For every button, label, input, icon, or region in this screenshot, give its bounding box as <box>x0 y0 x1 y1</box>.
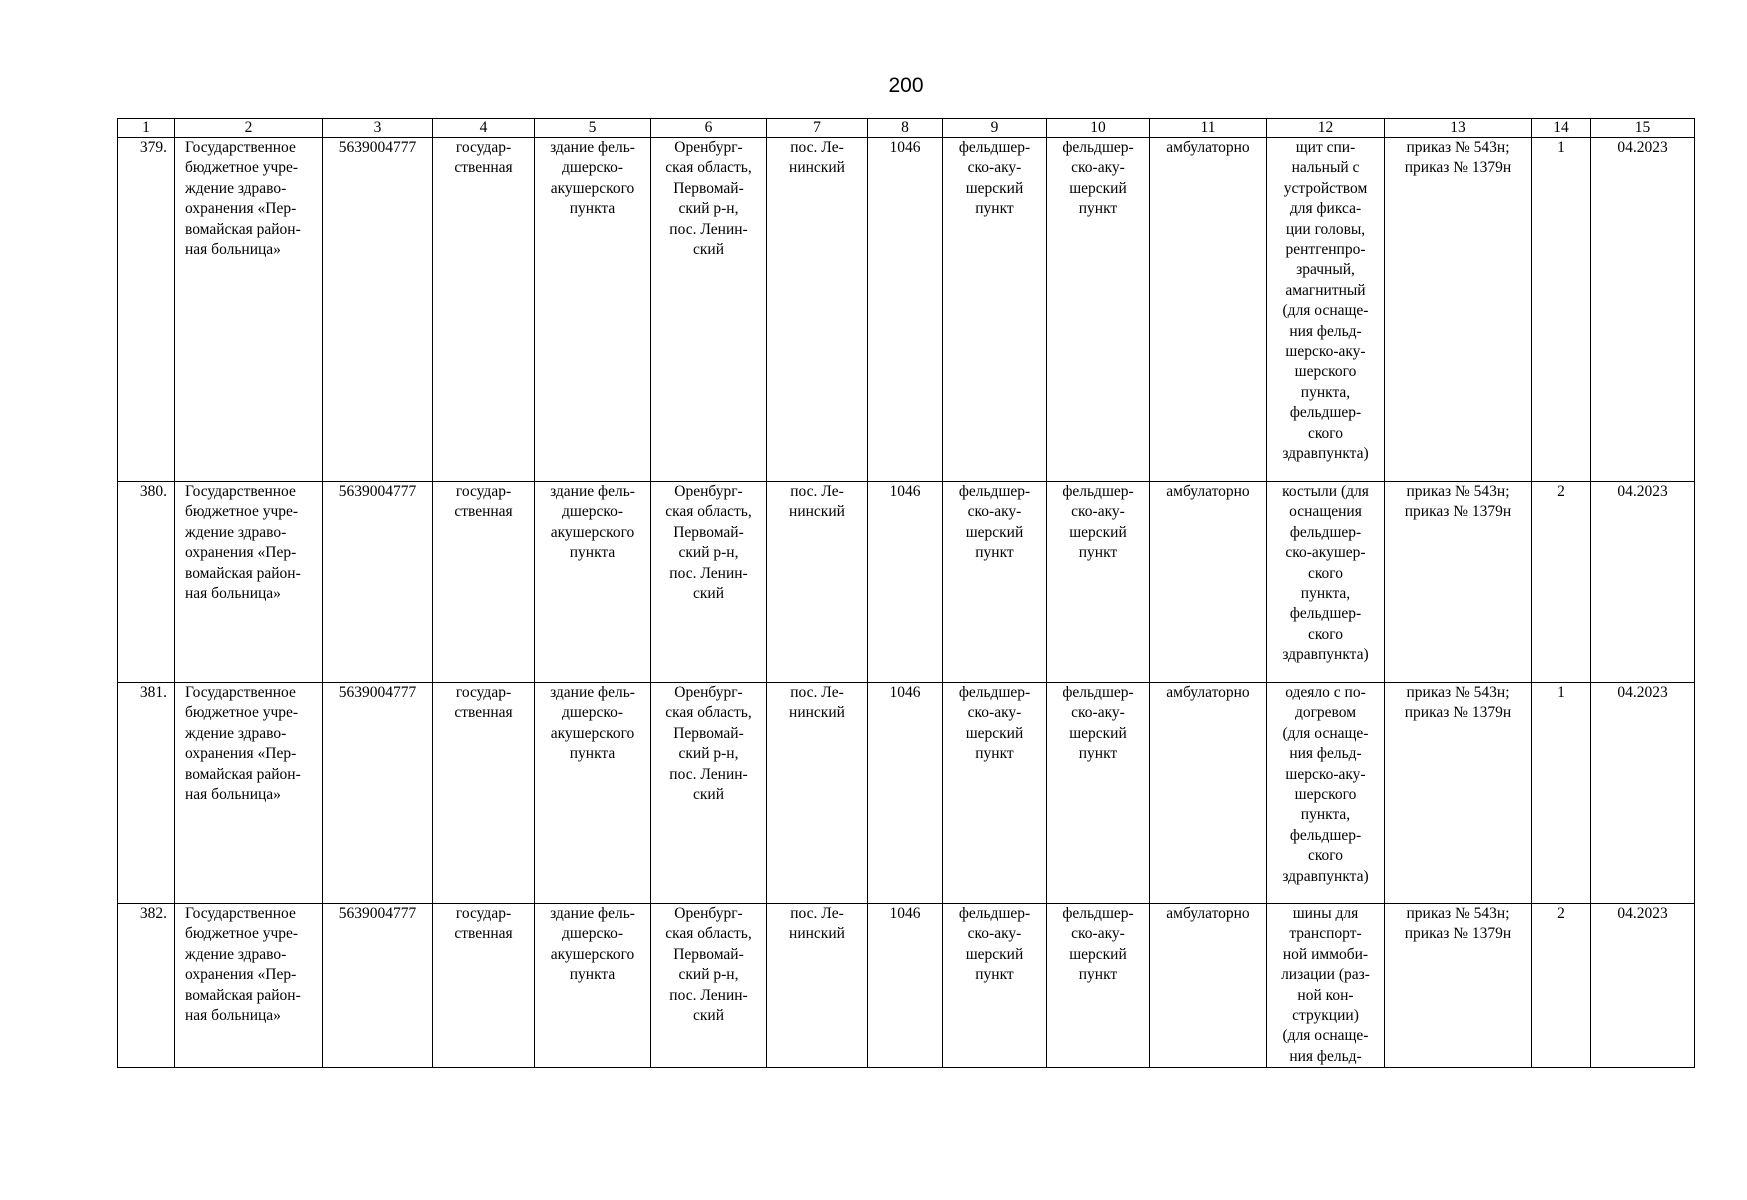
locality-cell: пос. Ле- нинский <box>767 683 868 904</box>
address-cell: Оренбург- ская область, Первомай- ский р-н, пос. Ленин- ский <box>651 683 767 904</box>
column-number-cell: 14 <box>1532 119 1591 138</box>
code-cell: 1046 <box>868 482 943 683</box>
table-row <box>118 904 1695 1068</box>
inn-cell: 5639004777 <box>323 482 433 683</box>
organization-cell: Государственное бюджетное учре- ждение здраво- охранения «Пер- вомайская район- ная больница» <box>175 904 323 1068</box>
equipment-cell: костыли (для оснащения фельдшер- ско-акушер- ского пункта, фельдшер- ского здравпункта) <box>1267 482 1385 683</box>
row-number-cell: 380. <box>118 482 175 683</box>
unit-type-cell: фельдшер- ско-аку- шерский пункт <box>943 683 1047 904</box>
unit-type-cell: фельдшер- ско-аку- шерский пункт <box>943 138 1047 482</box>
unit-name-cell: фельдшер- ско-аку- шерский пункт <box>1047 904 1150 1068</box>
quantity-cell: 1 <box>1532 138 1591 482</box>
column-number-cell: 3 <box>323 119 433 138</box>
quantity-cell: 2 <box>1532 482 1591 683</box>
page-number: 200 <box>888 74 924 97</box>
equipment-register-table <box>117 118 1695 1068</box>
organization-cell: Государственное бюджетное учре- ждение здраво- охранения «Пер- вомайская район- ная больница» <box>175 482 323 683</box>
orders-cell: приказ № 543н; приказ № 1379н <box>1385 904 1532 1068</box>
ownership-cell: государ- ственная <box>433 138 535 482</box>
table-row <box>118 683 1695 904</box>
locality-cell: пос. Ле- нинский <box>767 138 868 482</box>
building-cell: здание фель- дшерско- акушерского пункта <box>535 138 651 482</box>
column-number-row <box>118 119 1695 138</box>
column-number-cell: 4 <box>433 119 535 138</box>
unit-type-cell: фельдшер- ско-аку- шерский пункт <box>943 904 1047 1068</box>
orders-cell: приказ № 543н; приказ № 1379н <box>1385 683 1532 904</box>
row-number-cell: 382. <box>118 904 175 1068</box>
unit-name-cell: фельдшер- ско-аку- шерский пункт <box>1047 482 1150 683</box>
organization-cell: Государственное бюджетное учре- ждение здраво- охранения «Пер- вомайская район- ная больница» <box>175 138 323 482</box>
quantity-cell: 2 <box>1532 904 1591 1068</box>
code-cell: 1046 <box>868 138 943 482</box>
date-cell: 04.2023 <box>1591 904 1695 1068</box>
column-number-cell: 8 <box>868 119 943 138</box>
unit-name-cell: фельдшер- ско-аку- шерский пункт <box>1047 683 1150 904</box>
row-number-cell: 379. <box>118 138 175 482</box>
locality-cell: пос. Ле- нинский <box>767 482 868 683</box>
equipment-cell: шины для транспорт- ной иммоби- лизации (раз- ной кон- струкции) (для оснаще- ния фельд- <box>1267 904 1385 1068</box>
ownership-cell: государ- ственная <box>433 482 535 683</box>
code-cell: 1046 <box>868 904 943 1068</box>
care-form-cell: амбулаторно <box>1150 138 1267 482</box>
ownership-cell: государ- ственная <box>433 904 535 1068</box>
orders-cell: приказ № 543н; приказ № 1379н <box>1385 482 1532 683</box>
column-number-cell: 1 <box>118 119 175 138</box>
equipment-cell: щит спи- нальный с устройством для фикса- ции головы, рентгенпро- зрачный, амагнитный (для оснаще- ния фельд- шерско-аку- шерского пункта, фельдшер- ского здравпункта) <box>1267 138 1385 482</box>
unit-name-cell: фельдшер- ско-аку- шерский пункт <box>1047 138 1150 482</box>
code-cell: 1046 <box>868 683 943 904</box>
care-form-cell: амбулаторно <box>1150 904 1267 1068</box>
care-form-cell: амбулаторно <box>1150 482 1267 683</box>
date-cell: 04.2023 <box>1591 683 1695 904</box>
unit-type-cell: фельдшер- ско-аку- шерский пункт <box>943 482 1047 683</box>
column-number-cell: 13 <box>1385 119 1532 138</box>
inn-cell: 5639004777 <box>323 904 433 1068</box>
column-number-cell: 10 <box>1047 119 1150 138</box>
address-cell: Оренбург- ская область, Первомай- ский р-н, пос. Ленин- ский <box>651 904 767 1068</box>
column-number-cell: 12 <box>1267 119 1385 138</box>
building-cell: здание фель- дшерско- акушерского пункта <box>535 683 651 904</box>
address-cell: Оренбург- ская область, Первомай- ский р-н, пос. Ленин- ский <box>651 482 767 683</box>
date-cell: 04.2023 <box>1591 138 1695 482</box>
column-number-cell: 15 <box>1591 119 1695 138</box>
care-form-cell: амбулаторно <box>1150 683 1267 904</box>
address-cell: Оренбург- ская область, Первомай- ский р-н, пос. Ленин- ский <box>651 138 767 482</box>
inn-cell: 5639004777 <box>323 683 433 904</box>
column-number-cell: 5 <box>535 119 651 138</box>
quantity-cell: 1 <box>1532 683 1591 904</box>
column-number-cell: 11 <box>1150 119 1267 138</box>
organization-cell: Государственное бюджетное учре- ждение здраво- охранения «Пер- вомайская район- ная больница» <box>175 683 323 904</box>
column-number-cell: 9 <box>943 119 1047 138</box>
table-row <box>118 138 1695 482</box>
row-number-cell: 381. <box>118 683 175 904</box>
column-number-cell: 2 <box>175 119 323 138</box>
building-cell: здание фель- дшерско- акушерского пункта <box>535 904 651 1068</box>
date-cell: 04.2023 <box>1591 482 1695 683</box>
equipment-cell: одеяло с по- догревом (для оснаще- ния фельд- шерско-аку- шерского пункта, фельдшер- ского здравпункта) <box>1267 683 1385 904</box>
building-cell: здание фель- дшерско- акушерского пункта <box>535 482 651 683</box>
table-row <box>118 482 1695 683</box>
orders-cell: приказ № 543н; приказ № 1379н <box>1385 138 1532 482</box>
column-number-cell: 7 <box>767 119 868 138</box>
inn-cell: 5639004777 <box>323 138 433 482</box>
locality-cell: пос. Ле- нинский <box>767 904 868 1068</box>
ownership-cell: государ- ственная <box>433 683 535 904</box>
column-number-cell: 6 <box>651 119 767 138</box>
